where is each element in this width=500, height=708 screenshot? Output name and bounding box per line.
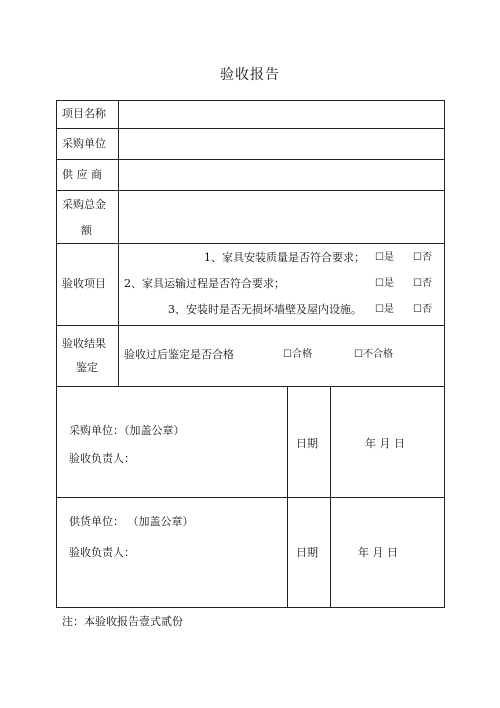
check-item-1-yes[interactable]: ☐是: [375, 252, 394, 263]
check-item-3-no[interactable]: ☐否: [413, 304, 432, 315]
check-item-1-no[interactable]: ☐否: [413, 252, 432, 263]
label-supplier: 供 应 商: [62, 168, 102, 181]
page-title: 验收报告: [220, 67, 280, 83]
label-total-amount-2: 额: [81, 224, 92, 237]
column-divider: [330, 386, 331, 608]
row-divider: [56, 497, 445, 498]
label-result: 验收结果: [62, 337, 106, 350]
purchaser-date-field[interactable]: 年 月 日: [365, 437, 405, 450]
check-item-3-yes[interactable]: ☐是: [375, 304, 394, 315]
check-item-2-yes[interactable]: ☐是: [375, 278, 394, 289]
label-result-2: 鉴定: [76, 361, 98, 374]
supplier-person-label: 验收负责人：: [69, 546, 135, 559]
supplier-field[interactable]: [119, 160, 444, 190]
purchaser-person-label: 验收负责人：: [69, 452, 135, 465]
result-fail-checkbox[interactable]: ☐不合格: [354, 349, 393, 360]
purchaser-date-label: 日期: [296, 437, 318, 450]
label-total-amount: 采购总金: [62, 198, 106, 211]
project-name-field[interactable]: [119, 101, 444, 128]
result-pass-checkbox[interactable]: ☐合格: [283, 349, 312, 360]
footnote: 注：本验收报告壹式贰份: [62, 615, 183, 628]
supplier-date-field[interactable]: 年 月 日: [358, 546, 398, 559]
total-amount-field[interactable]: [119, 191, 444, 243]
check-item-2-text: 2、家具运输过程是否符合要求；: [124, 277, 285, 290]
label-inspection-items: 验收项目: [62, 277, 106, 290]
check-item-2-no[interactable]: ☐否: [413, 278, 432, 289]
purchaser-field[interactable]: [119, 129, 444, 159]
result-question: 验收过后鉴定是否合格: [124, 348, 234, 361]
label-purchaser: 采购单位: [62, 137, 106, 150]
check-item-1-text: 1、家具安装质量是否符合要求；: [204, 251, 365, 264]
column-divider: [287, 386, 288, 608]
supplier-unit-seal: 供货单位： （加盖公章）: [69, 515, 194, 528]
row-divider: [56, 243, 445, 244]
label-project-name: 项目名称: [62, 107, 106, 120]
purchaser-unit-seal: 采购单位：（加盖公章）: [69, 424, 185, 437]
row-divider: [56, 386, 445, 387]
check-item-3-text: 3、安装时是否无损坏墙壁及屋内设施。: [168, 303, 362, 316]
supplier-date-label: 日期: [296, 546, 318, 559]
row-divider: [56, 325, 445, 326]
